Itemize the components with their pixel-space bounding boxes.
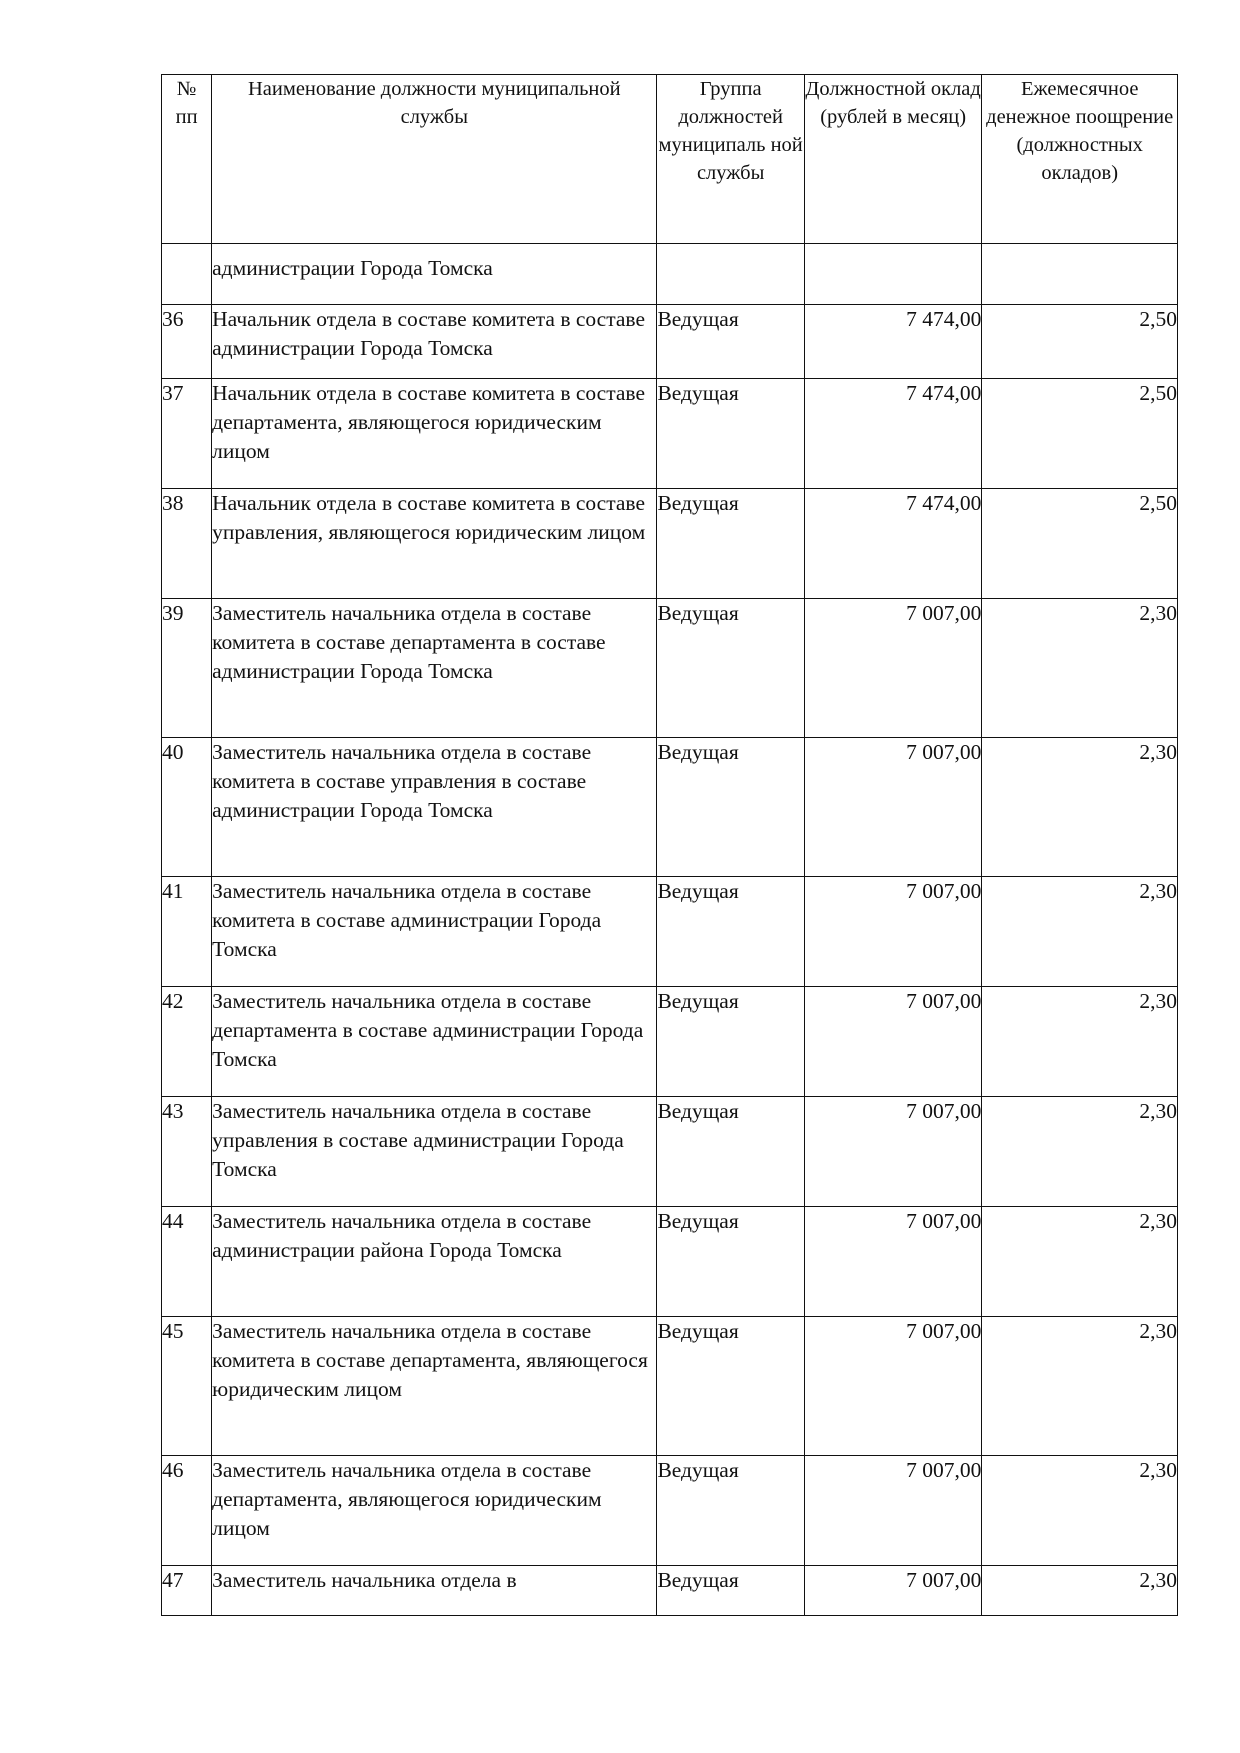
cell-group: Ведущая xyxy=(657,489,804,599)
table-row xyxy=(162,987,1178,1097)
cell-number: 42 xyxy=(162,987,212,1097)
cell-number: 39 xyxy=(162,599,212,738)
cell-group: Ведущая xyxy=(657,379,804,489)
cell-position-name: Заместитель начальника отдела в составе администрации района Города Томска xyxy=(212,1207,657,1317)
table-row xyxy=(162,1317,1178,1456)
cell-salary: 7 007,00 xyxy=(804,599,982,738)
cell-position-name: Заместитель начальника отдела в xyxy=(212,1566,657,1616)
cell-group: Ведущая xyxy=(657,305,804,379)
cell-position-name: Начальник отдела в составе комитета в составе департамента, являющегося юридическим лицом xyxy=(212,379,657,489)
cell-group: Ведущая xyxy=(657,1317,804,1456)
cell-number: 45 xyxy=(162,1317,212,1456)
cell-bonus: 2,50 xyxy=(982,305,1178,379)
cell-bonus: 2,50 xyxy=(982,379,1178,489)
cell-number: 43 xyxy=(162,1097,212,1207)
header-monthly-bonus: Ежемесячное денежное поощрение (должностных окладов) xyxy=(982,75,1178,244)
cell-salary: 7 474,00 xyxy=(804,305,982,379)
cell-salary: 7 007,00 xyxy=(804,738,982,877)
table-row xyxy=(162,489,1178,599)
table-row xyxy=(162,1097,1178,1207)
cell-salary: 7 474,00 xyxy=(804,489,982,599)
cell-bonus: 2,30 xyxy=(982,1317,1178,1456)
table-row xyxy=(162,877,1178,987)
cell-group: Ведущая xyxy=(657,1566,804,1616)
cell-number: 38 xyxy=(162,489,212,599)
cell-group: Ведущая xyxy=(657,738,804,877)
table-header-row xyxy=(162,75,1178,244)
cell-number: 40 xyxy=(162,738,212,877)
cell-position-name: Заместитель начальника отдела в составе управления в составе администрации Города Томска xyxy=(212,1097,657,1207)
cell-salary: 7 007,00 xyxy=(804,877,982,987)
table-row xyxy=(162,599,1178,738)
table-row xyxy=(162,1207,1178,1317)
cell-salary: 7 007,00 xyxy=(804,987,982,1097)
cell-number: 46 xyxy=(162,1456,212,1566)
cell-position-name: Заместитель начальника отдела в составе комитета в составе администрации Города Томска xyxy=(212,877,657,987)
cell-bonus: 2,30 xyxy=(982,877,1178,987)
cell-bonus: 2,30 xyxy=(982,1207,1178,1317)
cell-position-name: Заместитель начальника отдела в составе комитета в составе департамента в составе администрации Города Томска xyxy=(212,599,657,738)
cell-bonus: 2,30 xyxy=(982,738,1178,877)
cell-bonus xyxy=(982,244,1178,305)
cell-group: Ведущая xyxy=(657,599,804,738)
table-row xyxy=(162,379,1178,489)
table-row xyxy=(162,1456,1178,1566)
header-number: № пп xyxy=(162,75,212,244)
cell-bonus: 2,30 xyxy=(982,1566,1178,1616)
table-row xyxy=(162,1566,1178,1616)
cell-bonus: 2,30 xyxy=(982,1097,1178,1207)
cell-salary: 7 007,00 xyxy=(804,1207,982,1317)
cell-number: 47 xyxy=(162,1566,212,1616)
salary-table xyxy=(161,74,1178,1616)
cell-number xyxy=(162,244,212,305)
cell-bonus: 2,30 xyxy=(982,987,1178,1097)
cell-salary: 7 007,00 xyxy=(804,1566,982,1616)
cell-position-name: администрации Города Томска xyxy=(212,244,657,305)
cell-group: Ведущая xyxy=(657,1207,804,1317)
table-row xyxy=(162,738,1178,877)
cell-bonus: 2,50 xyxy=(982,489,1178,599)
cell-number: 44 xyxy=(162,1207,212,1317)
table-row xyxy=(162,305,1178,379)
cell-salary: 7 007,00 xyxy=(804,1317,982,1456)
cell-position-name: Заместитель начальника отдела в составе департамента, являющегося юридическим лицом xyxy=(212,1456,657,1566)
cell-position-name: Заместитель начальника отдела в составе комитета в составе управления в составе администрации Города Томска xyxy=(212,738,657,877)
cell-position-name: Заместитель начальника отдела в составе департамента в составе администрации Города Томска xyxy=(212,987,657,1097)
cell-group: Ведущая xyxy=(657,877,804,987)
cell-salary: 7 474,00 xyxy=(804,379,982,489)
cell-bonus: 2,30 xyxy=(982,1456,1178,1566)
cell-group: Ведущая xyxy=(657,1097,804,1207)
table-row-continuation xyxy=(162,244,1178,305)
cell-salary: 7 007,00 xyxy=(804,1097,982,1207)
cell-bonus: 2,30 xyxy=(982,599,1178,738)
cell-salary xyxy=(804,244,982,305)
cell-group: Ведущая xyxy=(657,987,804,1097)
cell-number: 36 xyxy=(162,305,212,379)
header-salary: Должностной оклад (рублей в месяц) xyxy=(804,75,982,244)
cell-position-name: Заместитель начальника отдела в составе комитета в составе департамента, являющегося юридическим лицом xyxy=(212,1317,657,1456)
cell-group: Ведущая xyxy=(657,1456,804,1566)
cell-position-name: Начальник отдела в составе комитета в составе управления, являющегося юридическим лицом xyxy=(212,489,657,599)
cell-group xyxy=(657,244,804,305)
cell-salary: 7 007,00 xyxy=(804,1456,982,1566)
cell-number: 37 xyxy=(162,379,212,489)
header-position-group: Группа должностей муниципаль ной службы xyxy=(657,75,804,244)
cell-position-name: Начальник отдела в составе комитета в составе администрации Города Томска xyxy=(212,305,657,379)
cell-number: 41 xyxy=(162,877,212,987)
header-position-name: Наименование должности муниципальной службы xyxy=(212,75,657,244)
